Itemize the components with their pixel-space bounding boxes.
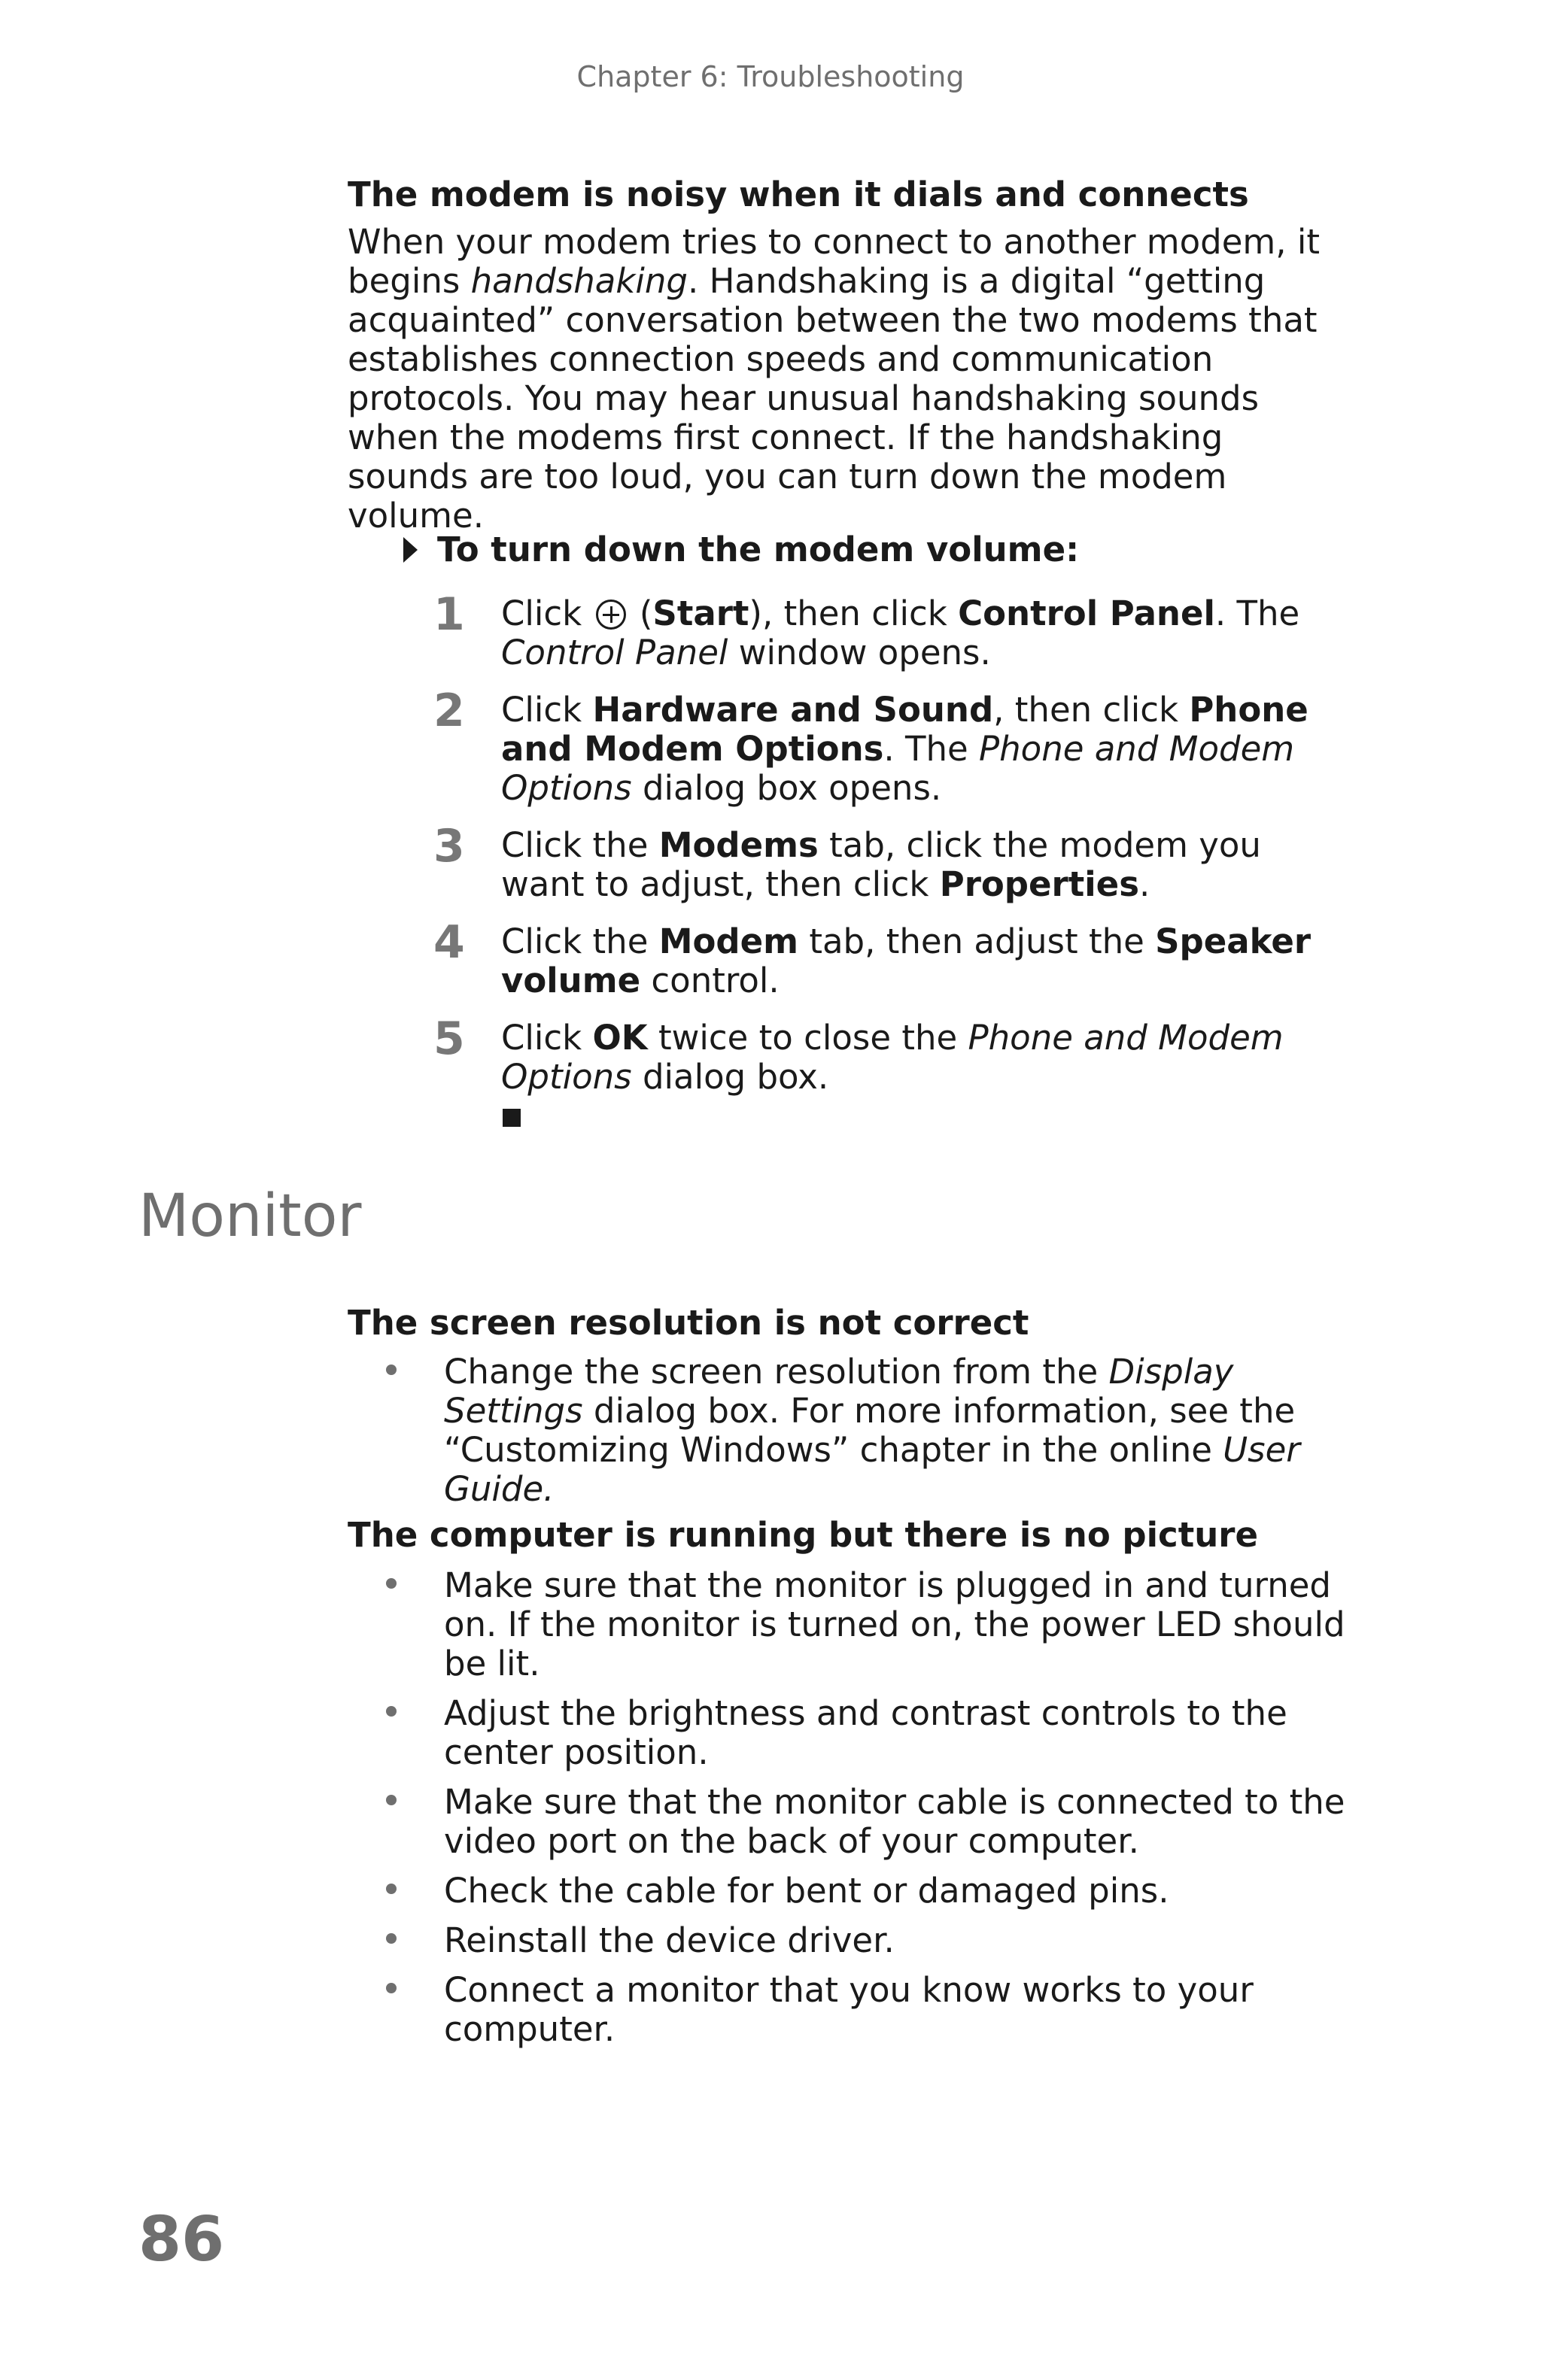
modem-noise-heading: The modem is noisy when it dials and connects [348,175,1249,214]
bullet-icon [386,1933,397,1944]
end-of-procedure-icon [503,1109,521,1127]
step-number: 3 [433,820,465,873]
step-text: Click the Modems tab, click the modem you want to adjust, then click Properties. [501,825,1261,904]
list-item: Check the cable for bent or damaged pins. [348,1872,1348,1911]
running-header: Chapter 6: Troubleshooting [576,60,965,93]
step-number: 1 [433,588,465,641]
windows-start-icon [596,600,626,630]
bullet-icon [386,1795,397,1805]
resolution-section [348,1300,1326,1346]
list-item: Make sure that the monitor is plugged in and turned on. If the monitor is turned on, the power LED should be lit. [348,1566,1348,1683]
bullet-icon [386,1706,397,1717]
step-text: Click Hardware and Sound, then click Phone and Modem Options. The Phone and Modem Options dialog box opens. [501,690,1308,808]
step-text: Click the Modem tab, then adjust the Speaker volume control. [501,921,1312,1000]
resolution-heading: The screen resolution is not correct [348,1303,1029,1343]
bullet-icon [386,1983,397,1993]
list-item: Make sure that the monitor cable is connected to the video port on the back of your computer. [348,1783,1348,1861]
procedure-arrow-icon [403,537,418,563]
procedure-title: To turn down the modem volume: [403,527,1079,573]
list-item: Adjust the brightness and contrast controls to the center position. [348,1694,1348,1772]
no-picture-list [348,1566,1348,2060]
bullet-icon [386,1884,397,1894]
bullet-icon [386,1365,397,1375]
list-item: Reinstall the device driver. [348,1921,1348,1960]
resolution-list [348,1352,1348,1519]
section-title-monitor: Monitor [138,1182,362,1250]
bullet-icon [386,1578,397,1589]
step-text: Click (Start), then click Control Panel. The Control Panel window opens. [501,593,1300,672]
modem-noise-section [348,172,1326,536]
step-number: 2 [433,685,465,737]
step-number: 4 [433,916,465,969]
step-text: Click OK twice to close the Phone and Modem Options dialog box. [501,1018,1284,1097]
step-number: 5 [433,1012,465,1065]
list-item: Connect a monitor that you know works to your computer. [348,1971,1348,2049]
list-item: Change the screen resolution from the Display Settings dialog box. For more information, see the “Customizing Windows” chapter in the online User Guide. [348,1352,1348,1509]
modem-noise-paragraph: When your modem tries to connect to another modem, it begins handshaking. Handshaking is a digital “getting acquainted” conversation between the two modems that establishes connection speeds and communication protocols. You may hear unusual handshaking sounds when the modems first connect. If the handshaking sounds are too loud, you can turn down the modem volume. [348,222,1320,536]
page-number: 86 [138,2204,225,2275]
no-picture-section [348,1512,1326,1559]
no-picture-heading: The computer is running but there is no picture [348,1515,1258,1555]
